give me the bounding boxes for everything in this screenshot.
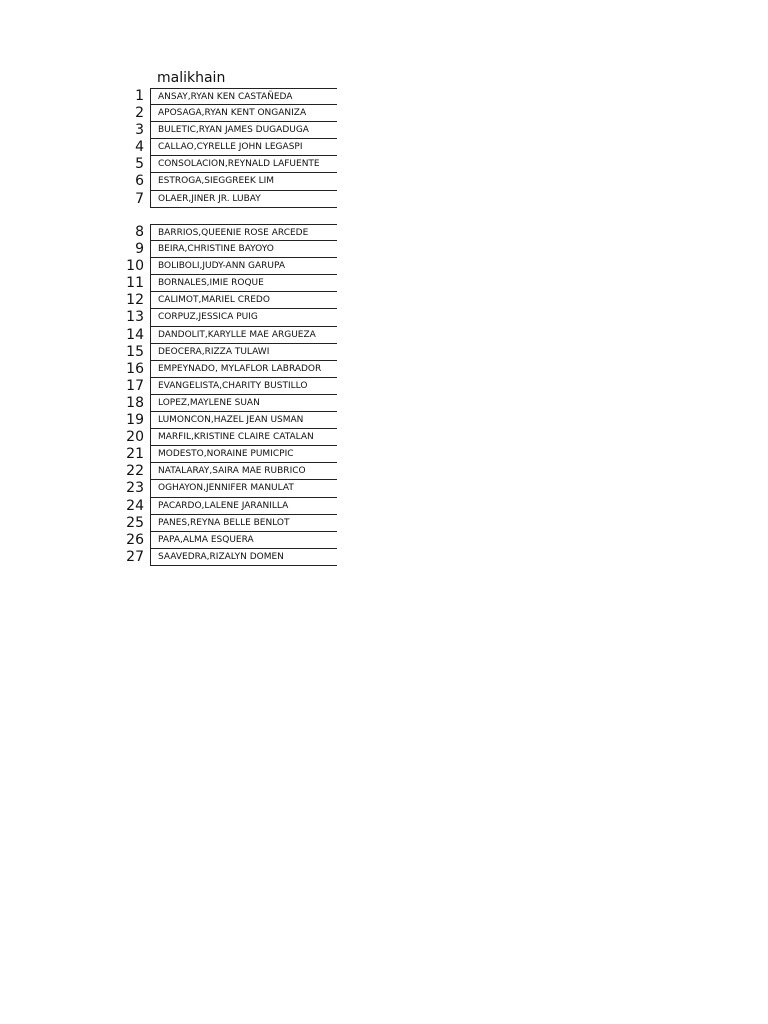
row-number: 6 (135, 173, 144, 190)
student-name-cell: ANSAY,RYAN KEN CASTAÑEDA (150, 88, 337, 105)
row-number: 2 (135, 105, 144, 122)
student-name-cell: CALIMOT,MARIEL CREDO (150, 292, 337, 309)
student-name-cell: MODESTO,NORAINE PUMICPIC (150, 446, 337, 463)
table-row (0, 88, 768, 105)
table-row (0, 105, 768, 122)
roster-group-b (0, 224, 768, 566)
table-row (0, 139, 768, 156)
student-name-cell: OLAER,JINER JR. LUBAY (150, 191, 337, 208)
student-name-cell: BOLIBOLI,JUDY-ANN GARUPA (150, 258, 337, 275)
table-row (0, 241, 768, 258)
table-row (0, 224, 768, 241)
row-number: 4 (135, 139, 144, 156)
table-row (0, 412, 768, 429)
table-row (0, 292, 768, 309)
student-name-cell: PAPA,ALMA ESQUERA (150, 532, 337, 549)
student-name-cell: CORPUZ,JESSICA PUIG (150, 309, 337, 326)
student-name-cell: EVANGELISTA,CHARITY BUSTILLO (150, 378, 337, 395)
row-number: 22 (126, 463, 144, 480)
row-number: 21 (126, 446, 144, 463)
row-number: 19 (126, 412, 144, 429)
row-number: 13 (126, 309, 144, 326)
student-name-cell: LOPEZ,MAYLENE SUAN (150, 395, 337, 412)
student-name-cell: SAAVEDRA,RIZALYN DOMEN (150, 549, 337, 566)
row-number: 16 (126, 360, 144, 377)
row-number: 5 (135, 156, 144, 173)
roster-group-a (0, 88, 768, 225)
table-row (0, 327, 768, 344)
student-name-cell: MARFIL,KRISTINE CLAIRE CATALAN (150, 429, 337, 446)
table-row (0, 446, 768, 463)
table-row (0, 429, 768, 446)
row-number: 25 (126, 514, 144, 531)
student-name-cell: BEIRA,CHRISTINE BAYOYO (150, 241, 337, 258)
table-row (0, 361, 768, 378)
table-row (0, 258, 768, 275)
table-row (0, 463, 768, 480)
student-name-cell: BORNALES,IMIE ROQUE (150, 275, 337, 292)
row-number: 8 (135, 224, 144, 240)
table-row (0, 395, 768, 412)
row-number: 12 (126, 292, 144, 309)
row-number: 18 (126, 394, 144, 411)
table-row (0, 309, 768, 326)
row-number: 26 (126, 531, 144, 548)
row-number: 20 (126, 429, 144, 446)
row-number: 15 (126, 343, 144, 360)
student-name-cell: DEOCERA,RIZZA TULAWI (150, 344, 337, 361)
table-row (0, 156, 768, 173)
row-number: 7 (135, 190, 144, 207)
row-number: 10 (126, 258, 144, 275)
student-name-cell: DANDOLIT,KARYLLE MAE ARGUEZA (150, 327, 337, 344)
sheet-title: malikhain (157, 70, 226, 86)
row-number: 14 (126, 326, 144, 343)
table-row (0, 275, 768, 292)
row-number: 27 (126, 548, 144, 565)
student-name-cell: OGHAYON,JENNIFER MANULAT (150, 480, 337, 497)
row-number: 23 (126, 480, 144, 497)
student-name-cell: PANES,REYNA BELLE BENLOT (150, 515, 337, 532)
student-name-cell: ESTROGA,SIEGGREEK LIM (150, 173, 337, 190)
student-name-cell: LUMONCON,HAZEL JEAN USMAN (150, 412, 337, 429)
table-row (0, 498, 768, 515)
student-name-cell: APOSAGA,RYAN KENT ONGANIZA (150, 105, 337, 122)
student-name-cell: NATALARAY,SAIRA MAE RUBRICO (150, 463, 337, 480)
table-row (0, 378, 768, 395)
table-row (0, 480, 768, 497)
student-name-cell: BULETIC,RYAN JAMES DUGADUGA (150, 122, 337, 139)
row-number: 3 (135, 122, 144, 139)
table-row (0, 532, 768, 549)
student-name-cell: EMPEYNADO, MYLAFLOR LABRADOR (150, 361, 337, 378)
student-name-cell: CONSOLACION,REYNALD LAFUENTE (150, 156, 337, 173)
row-number: 9 (135, 241, 144, 258)
table-row (0, 549, 768, 566)
student-name-cell: PACARDO,LALENE JARANILLA (150, 498, 337, 515)
table-row-empty (0, 208, 768, 225)
student-name-cell: BARRIOS,QUEENIE ROSE ARCEDE (150, 224, 337, 241)
row-number: 17 (126, 377, 144, 394)
table-row (0, 191, 768, 208)
student-name-cell: CALLAO,CYRELLE JOHN LEGASPI (150, 139, 337, 156)
table-row (0, 344, 768, 361)
row-number: 24 (126, 497, 144, 514)
table-row (0, 122, 768, 139)
table-row (0, 515, 768, 532)
row-number: 11 (126, 275, 144, 292)
empty-cell (150, 208, 337, 225)
table-row (0, 173, 768, 190)
row-number: 1 (135, 88, 144, 104)
